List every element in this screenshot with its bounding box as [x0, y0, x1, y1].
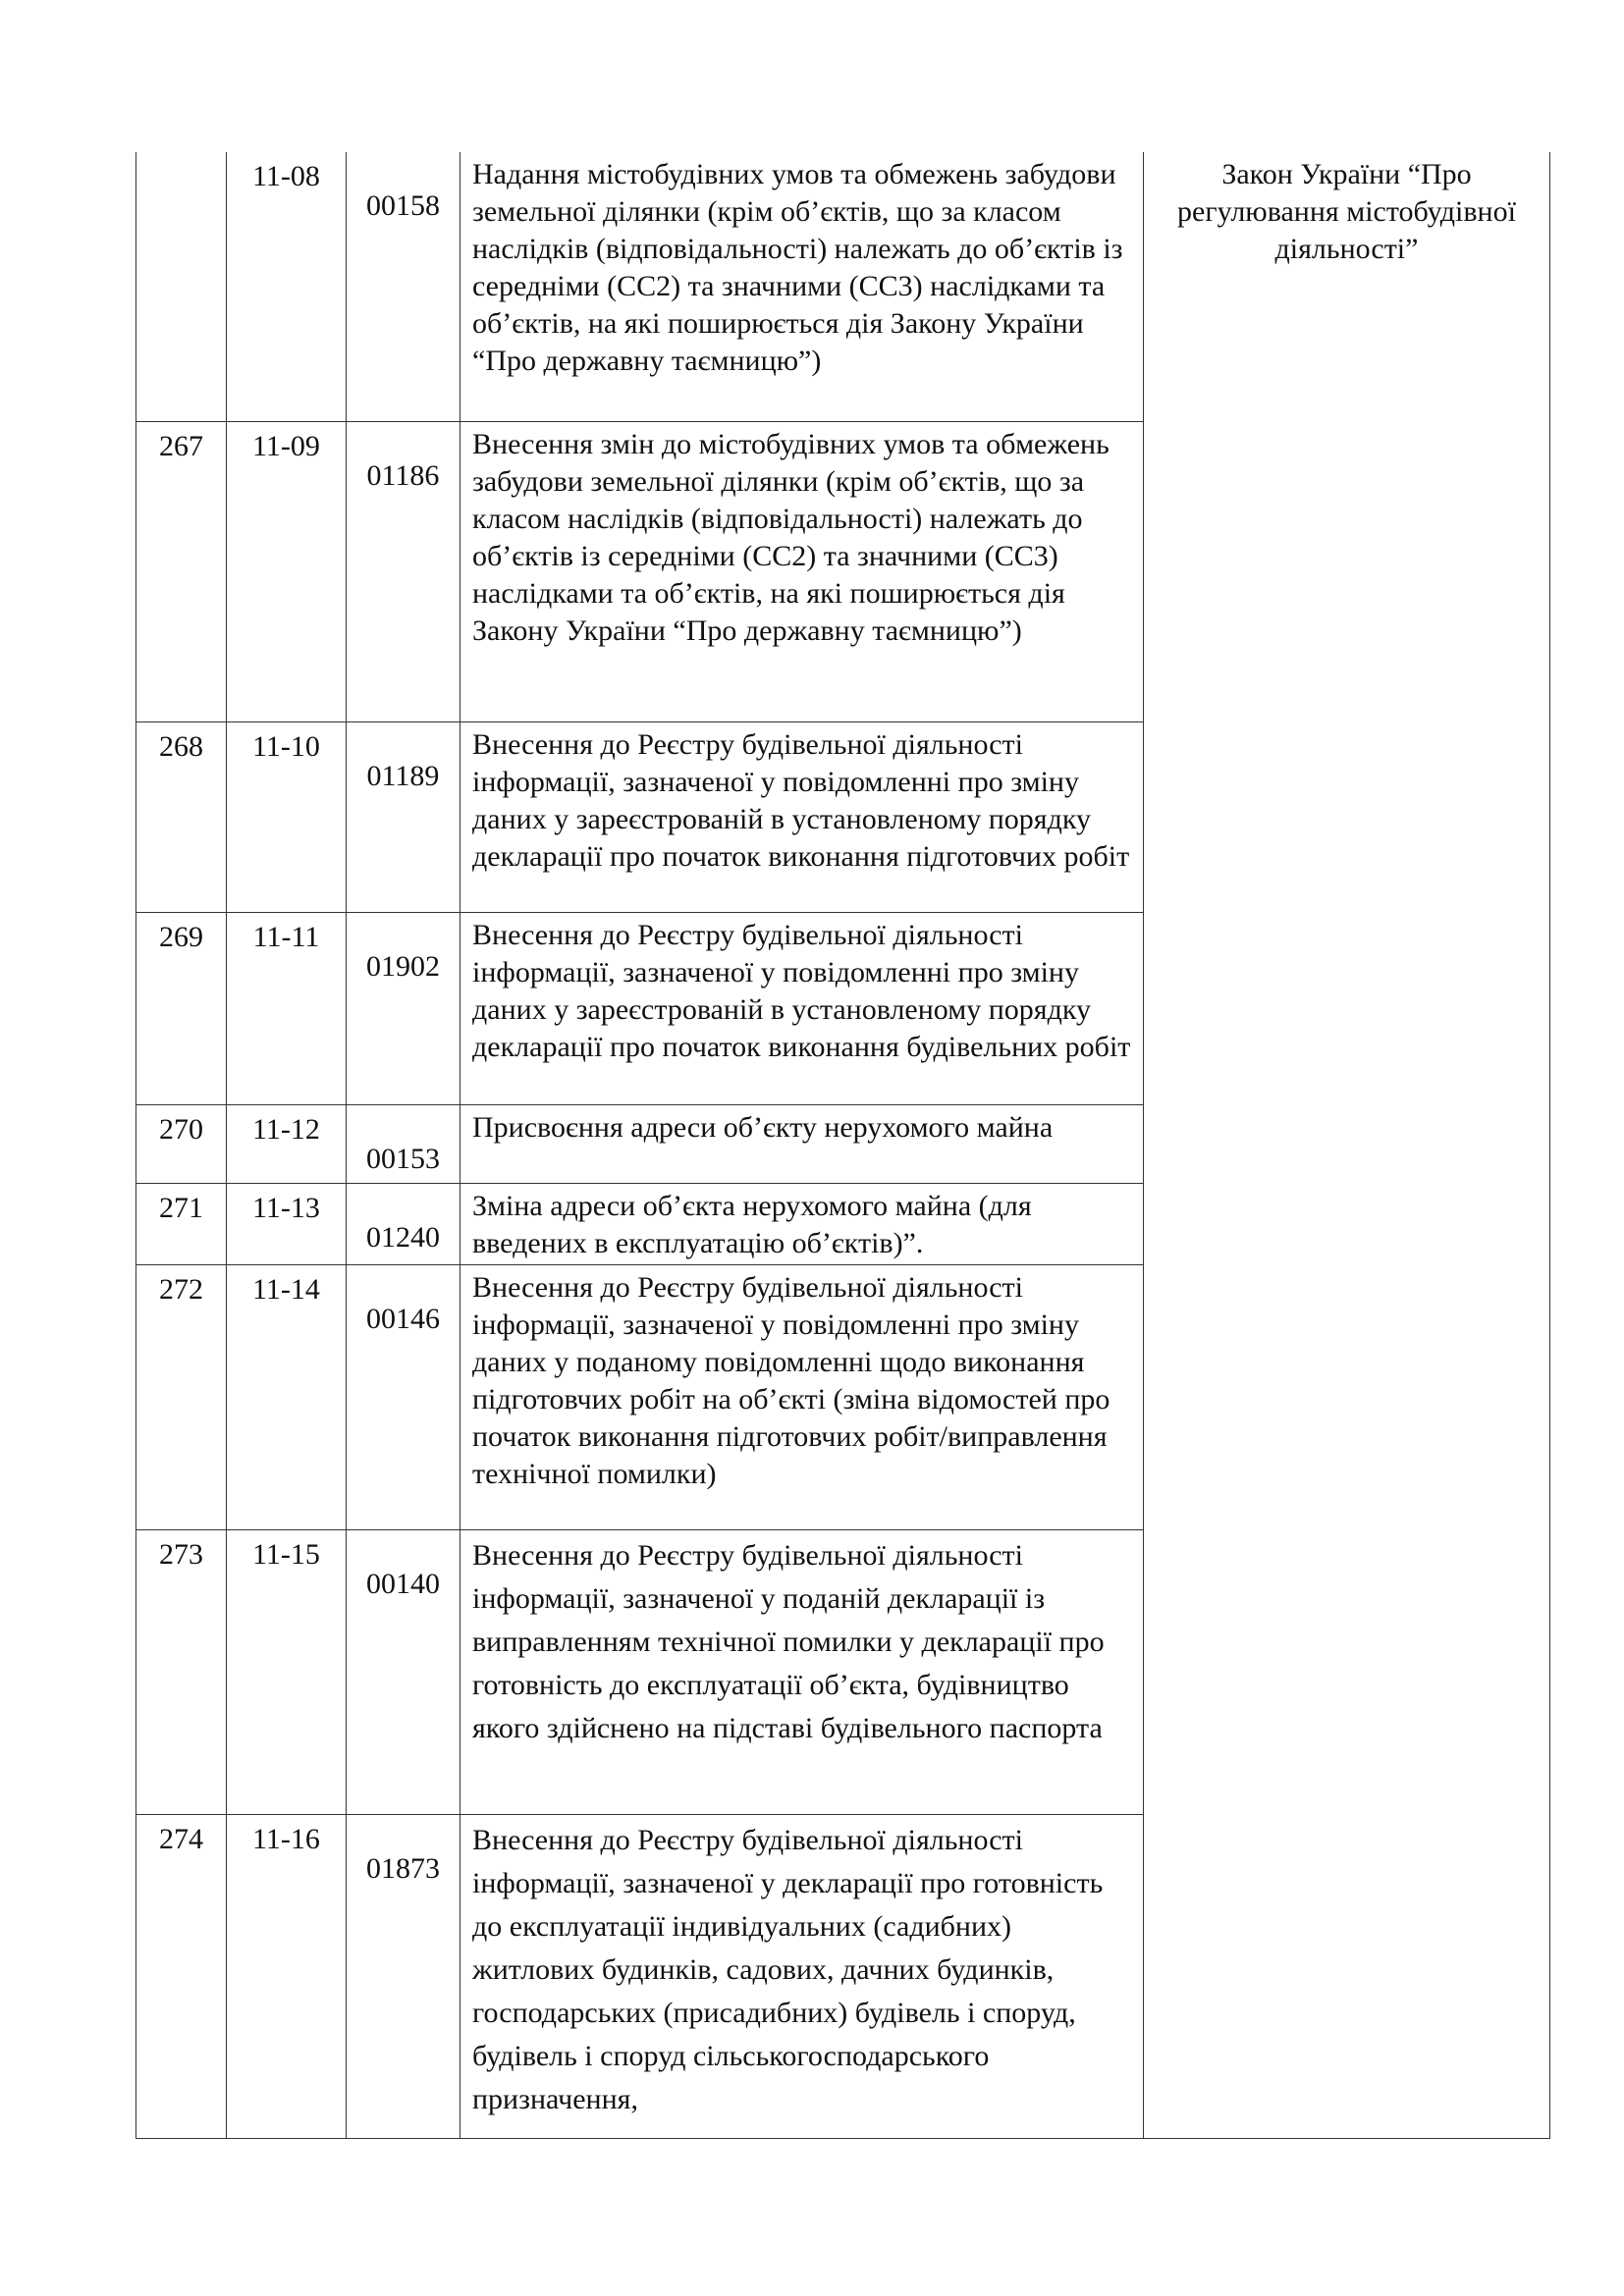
row-number-cell: 271: [136, 1183, 227, 1264]
row-number-cell: 274: [136, 1814, 227, 2138]
table-row: [136, 152, 1550, 421]
service-description-cell: Присвоєння адреси об’єкту нерухомого майна: [460, 1104, 1144, 1183]
service-description-cell: Внесення змін до містобудівних умов та обмежень забудови земельної ділянки (крім об’єктів, що за класом наслідків (відповідальності) належать до об’єктів із середніми (СС2) та значними (СС3) наслідками та об’єктів, на які поширюється дія Закону України “Про державну таємницю”): [460, 421, 1144, 721]
service-description-cell: Внесення до Реєстру будівельної діяльності інформації, зазначеної у повідомленні про зміну даних у зареєстрованій в установленому порядку декларації про початок виконання підготовчих робіт: [460, 721, 1144, 912]
row-number-cell: 273: [136, 1529, 227, 1814]
service-id-cell: 01902: [347, 912, 460, 1104]
service-description-cell: Зміна адреси об’єкта нерухомого майна (для введених в експлуатацію об’єктів)”.: [460, 1183, 1144, 1264]
service-id-cell: 01189: [347, 721, 460, 912]
row-number-cell: 272: [136, 1264, 227, 1529]
service-description-cell: Внесення до Реєстру будівельної діяльності інформації, зазначеної у поданій декларації із виправленням технічної помилки у декларації про готовність до експлуатації об’єкта, будівництво якого здійснено на підставі будівельного паспорта: [460, 1529, 1144, 1814]
service-description-cell: Надання містобудівних умов та обмежень забудови земельної ділянки (крім об’єктів, що за класом наслідків (відповідальності) належать до об’єктів із середніми (СС2) та значними (СС3) наслідками та об’єктів, на які поширюється дія Закону України “Про державну таємницю”): [460, 152, 1144, 421]
service-id-cell: 01240: [347, 1183, 460, 1264]
service-id-cell: 01873: [347, 1814, 460, 2138]
row-code-cell: 11-09: [227, 421, 347, 721]
service-description-cell: Внесення до Реєстру будівельної діяльності інформації, зазначеної у повідомленні про зміну даних у поданому повідомленні щодо виконання підготовчих робіт на об’єкті (зміна відомостей про початок виконання підготовчих робіт/виправлення технічної помилки): [460, 1264, 1144, 1529]
legal-basis-cell: Закон України “Про регулювання містобудівної діяльності”: [1144, 152, 1550, 2138]
row-code-cell: 11-15: [227, 1529, 347, 1814]
row-number-cell: 267: [136, 421, 227, 721]
row-number-cell: 270: [136, 1104, 227, 1183]
service-description-cell: Внесення до Реєстру будівельної діяльності інформації, зазначеної у декларації про готовність до експлуатації індивідуальних (садибних) житлових будинків, садових, дачних будинків, господарських (присадибних) будівель і споруд, будівель і споруд сільськогосподарського призначення,: [460, 1814, 1144, 2138]
row-code-cell: 11-14: [227, 1264, 347, 1529]
row-code-cell: 11-11: [227, 912, 347, 1104]
row-number-cell: [136, 152, 227, 421]
row-code-cell: 11-16: [227, 1814, 347, 2138]
row-code-cell: 11-13: [227, 1183, 347, 1264]
service-id-cell: 00153: [347, 1104, 460, 1183]
row-number-cell: 269: [136, 912, 227, 1104]
service-description-cell: Внесення до Реєстру будівельної діяльності інформації, зазначеної у повідомленні про зміну даних у зареєстрованій в установленому порядку декларації про початок виконання будівельних робіт: [460, 912, 1144, 1104]
services-table: [135, 152, 1550, 2139]
row-number-cell: 268: [136, 721, 227, 912]
row-code-cell: 11-12: [227, 1104, 347, 1183]
row-code-cell: 11-10: [227, 721, 347, 912]
service-id-cell: 00158: [347, 152, 460, 421]
row-code-cell: 11-08: [227, 152, 347, 421]
service-id-cell: 01186: [347, 421, 460, 721]
service-id-cell: 00140: [347, 1529, 460, 1814]
service-id-cell: 00146: [347, 1264, 460, 1529]
